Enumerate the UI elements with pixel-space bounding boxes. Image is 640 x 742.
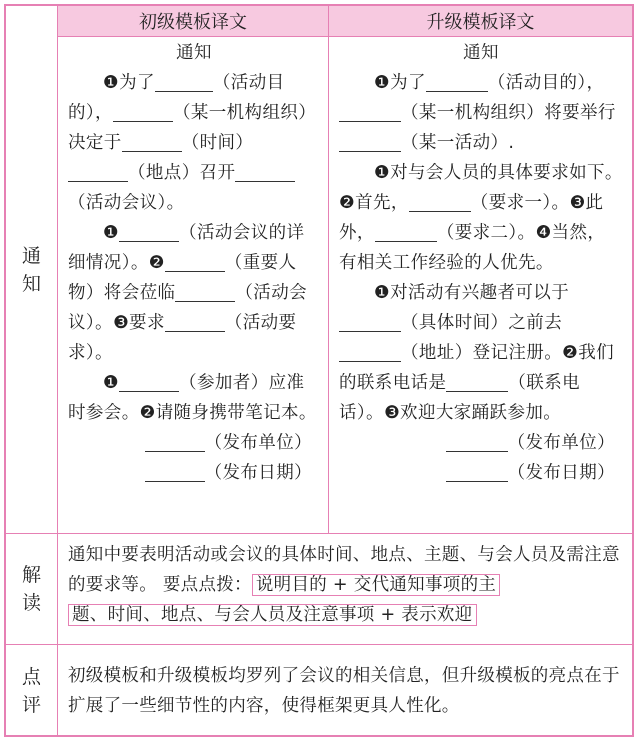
header-advanced: 升级模板译文 <box>329 6 632 36</box>
label-char: 通 <box>21 244 41 267</box>
section-label-notice <box>6 6 58 533</box>
label-char: 评 <box>21 693 41 716</box>
review-text: 初级模板和升级模板均罗列了会议的相关信息，但升级模板的亮点在于扩展了一些细节性的内容，使得框架更具人性化。 <box>68 666 620 716</box>
key-points-box-line-2: 题、时间、地点、与会人员及注意事项 + 表示欢迎 <box>68 604 477 626</box>
template-table <box>4 4 634 737</box>
label-char: 点 <box>21 665 41 688</box>
label-char: 知 <box>21 272 41 295</box>
basic-template <box>68 38 320 488</box>
label-char: 读 <box>21 591 41 614</box>
explain-intro: 通知中要表明活动或会议的具体时间、地点、主题、与会人员及需注意的要求等。 要点点拨： <box>68 545 620 595</box>
basic-sign-date: （发布日期） <box>68 458 320 488</box>
section-label-explain <box>6 533 58 644</box>
explain-text <box>68 540 628 630</box>
label-char: 解 <box>21 563 41 586</box>
section-label-review <box>6 644 58 737</box>
advanced-title: 通知 <box>463 43 499 63</box>
key-points-box: 说明目的 + 交代通知事项的主 <box>252 574 500 596</box>
advanced-sign-unit: （发布单位） <box>339 428 623 458</box>
basic-paragraph-2: ❶ （活动会议的详细情况）。❷ （重要人物）将会莅临 （活动会议）。❸要求 （活动要求）。 <box>68 223 308 363</box>
advanced-paragraph-2: ❶对与会人员的具体要求如下。❷首先， （要求一）。❸此外， （要求二）。❹当然，有相关工作经验的人优先。 <box>339 163 623 273</box>
divider <box>58 36 632 37</box>
advanced-paragraph-1: ❶为了 （活动目的），（某一机构组织）将要举行（某一活动）. <box>339 68 623 158</box>
basic-sign-unit: （发布单位） <box>68 428 320 458</box>
divider <box>6 533 632 534</box>
divider <box>6 644 632 645</box>
header-basic: 初级模板译文 <box>58 6 328 36</box>
column-divider <box>328 6 329 533</box>
advanced-template <box>339 38 623 488</box>
advanced-sign-date: （发布日期） <box>339 458 623 488</box>
basic-title: 通知 <box>176 43 212 63</box>
basic-paragraph-1: ❶为了 （活动目的）， （某一机构组织）决定于 （时间） （地点）召开（活动会议）。 <box>68 73 317 213</box>
advanced-paragraph-3: ❶对活动有兴趣者可以于（具体时间）之前去（地址）登记注册。❷我们的联系电话是 （联系电话）。❸欢迎大家踊跃参加。 <box>339 283 614 423</box>
basic-paragraph-3: ❶ （参加者）应准时参会。❷请随身携带笔记本。 <box>68 373 317 423</box>
